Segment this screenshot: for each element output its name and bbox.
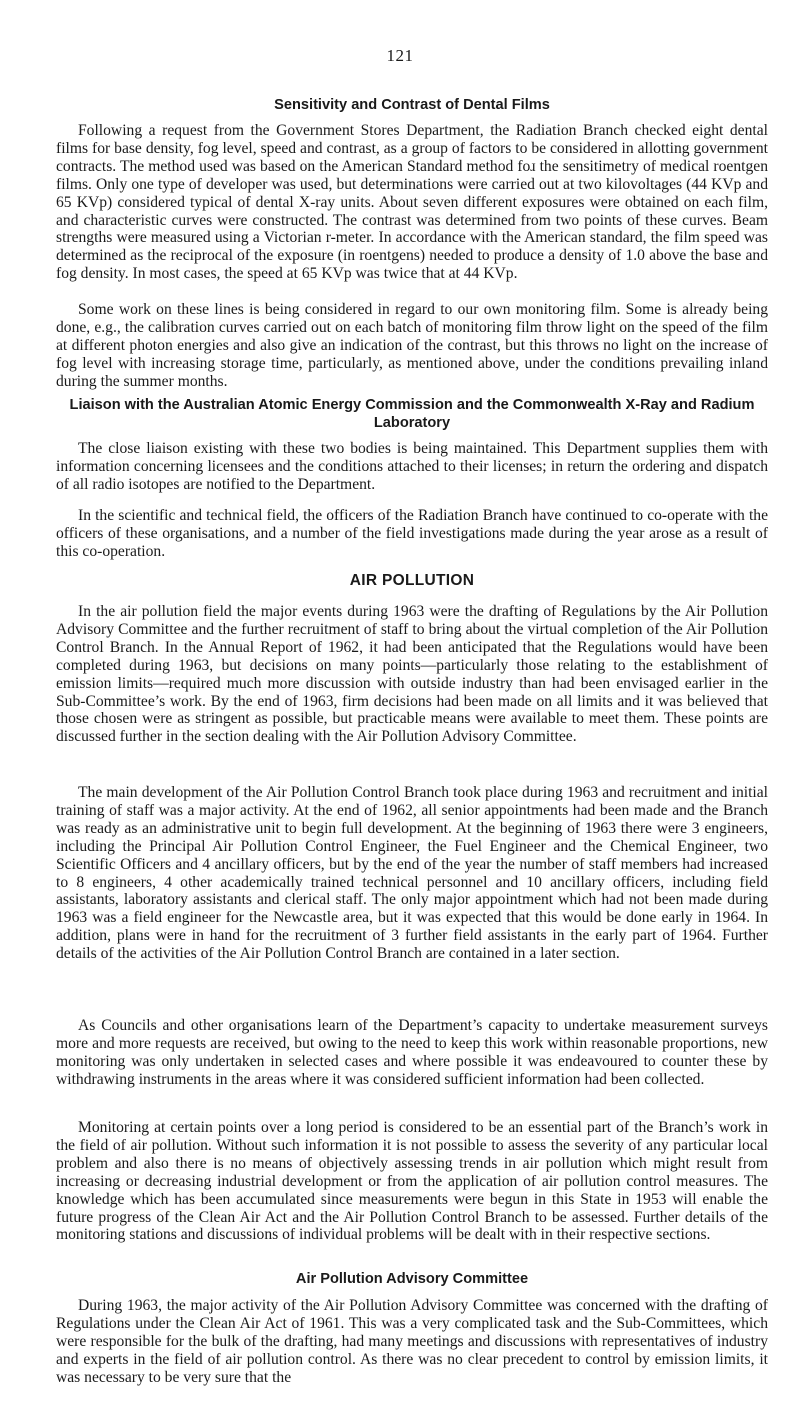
paragraph (56, 1017, 768, 1089)
heading-text: Air Pollution Advisory Committee (295, 1271, 529, 1287)
paragraph (56, 507, 768, 561)
section-heading-air-pollution (56, 572, 768, 590)
heading-text: AIR POLLUTION (349, 572, 475, 589)
heading-text-line-2: Laboratory (373, 415, 451, 431)
paragraph-text: During 1963, the major activity of the Air Pollution Advisory Committee was concerned with the drafting of Regulations under the Clean Air Act of 1961. This was a very complicated task and the Sub-Committees, which were responsible for the bulk of the drafting, had many meetings and discussions with representatives of industry and experts in the field of air pollution control. As there was no clear precedent to control by emission limits, it was necessary to be very sure that the (56, 1297, 768, 1386)
paragraph-text: The main development of the Air Pollution Control Branch took place during 1963 and recruitment and initial training of staff was a major activity. At the end of 1962, all senior appointments had been made and the Branch was ready as an administrative unit to begin full development. At the beginning of 1963 there were 3 engineers, including the Principal Air Pollution Control Engineer, the Fuel Engineer and the Chemical Engineer, two Scientific Officers and 4 ancillary officers, but by the end of the year the number of staff members had increased to 8 engineers, 4 other academically trained technical personnel and 10 ancillary officers, including field assistants, laboratory assistants and clerical staff. The only major appointment which had not been made during 1963 was a field engineer for the Newcastle area, but it was expected that this would be done early in 1964. In addition, plans were in hand for the recruitment of 3 further field assistants in the early part of 1964. Further details of the activities of the Air Pollution Control Branch are contained in a later section. (56, 784, 768, 963)
section-heading-dental-films (56, 96, 768, 114)
paragraph (56, 301, 768, 391)
page-number: 121 (386, 46, 414, 65)
paragraph-text: Some work on these lines is being considered in regard to our own monitoring film. Some is already being done, e.g., the calibration curves carried out on each batch of monitoring film throw light on the speed of the film at different photon energies and also give an indication of the contrast, but this throws no light on the increase of fog level with increasing storage time, particularly, as mentioned above, under the conditions prevailing inland during the summer months. (56, 301, 768, 390)
paragraph (56, 1119, 768, 1244)
section-heading-advisory-committee (56, 1270, 768, 1288)
paragraph (56, 440, 768, 494)
paragraph-text: In the scientific and technical field, the officers of the Radiation Branch have continued to co-operate with the officers of these organisations, and a number of the field investigations made during the year arose as a result of this co-operation. (56, 507, 768, 560)
heading-text: Sensitivity and Contrast of Dental Films (274, 97, 550, 113)
paragraph (56, 1297, 768, 1387)
heading-text-line-1: Liaison with the Australian Atomic Energy Commission and the Commonwealth X-Ray and Radium (69, 397, 755, 413)
paragraph (56, 122, 768, 283)
paragraph-text: The close liaison existing with these two bodies is being maintained. This Department supplies them with information concerning licensees and the conditions attached to their licenses; in return the ordering and dispatch of all radio isotopes are notified to the Department. (56, 440, 768, 493)
paragraph-text: Following a request from the Government Stores Department, the Radiation Branch checked eight dental films for base density, fog level, speed and contrast, as a group of factors to be considered in allotting government contracts. The method used was based on the American Standard method foɹ the sensitimetry of medical roentgen films. Only one type of developer was used, but determinations were carried out at two kilovoltages (44 KVp and 65 KVp) considered typical of dental X-ray units. About seven different exposures were obtained on each film, and characteristic curves were constructed. The contrast was determined from two points of these curves. Beam strengths were measured using a Victorian r-meter. In accordance with the American standard, the film speed was determined as the reciprocal of the exposure (in roentgens) needed to produce a density of 1.0 above the base and fog density. In most cases, the speed at 65 KVp was twice that at 44 KVp. (56, 122, 768, 283)
paragraph (56, 603, 768, 746)
paragraph-text: As Councils and other organisations learn of the Department’s capacity to undertake measurement surveys more and more requests are received, but owing to the need to keep this work within reasonable proportions, new monitoring was only undertaken in selected cases and where possible it was endeavoured to counter these by withdrawing instruments in the areas where it was considered sufficient information had been collected. (56, 1017, 768, 1088)
section-heading-liaison (56, 396, 768, 432)
paragraph-text: Monitoring at certain points over a long period is considered to be an essential part of the Branch’s work in the field of air pollution. Without such information it is not possible to assess the severity of any particular local problem and also there is no means of objectively assessing trends in air pollution which might result from increasing or decreasing industrial development or from the application of air pollution control measures. The knowledge which has been accumulated since measurements were begun in this State in 1953 will enable the future progress of the Clean Air Act and the Air Pollution Control Branch to be assessed. Further details of the monitoring stations and discussions of individual problems will be dealt with in their respective sections. (56, 1119, 768, 1244)
paragraph-text: In the air pollution field the major events during 1963 were the drafting of Regulations by the Air Pollution Advisory Committee and the further recruitment of staff to bring about the virtual completion of the Air Pollution Control Branch. In the Annual Report of 1962, it had been anticipated that the Regulations would have been completed during 1963, but decisions on many points—particularly those relating to the establishment of emission limits—required much more discussion with outside industry than had been envisaged earlier in the Sub-Committee’s work. By the end of 1963, firm decisions had been made on all limits and it was believed that those chosen were as stringent as possible, but practicable means were available to meet them. These points are discussed further in the section dealing with the Air Pollution Advisory Committee. (56, 603, 768, 746)
paragraph (56, 784, 768, 963)
